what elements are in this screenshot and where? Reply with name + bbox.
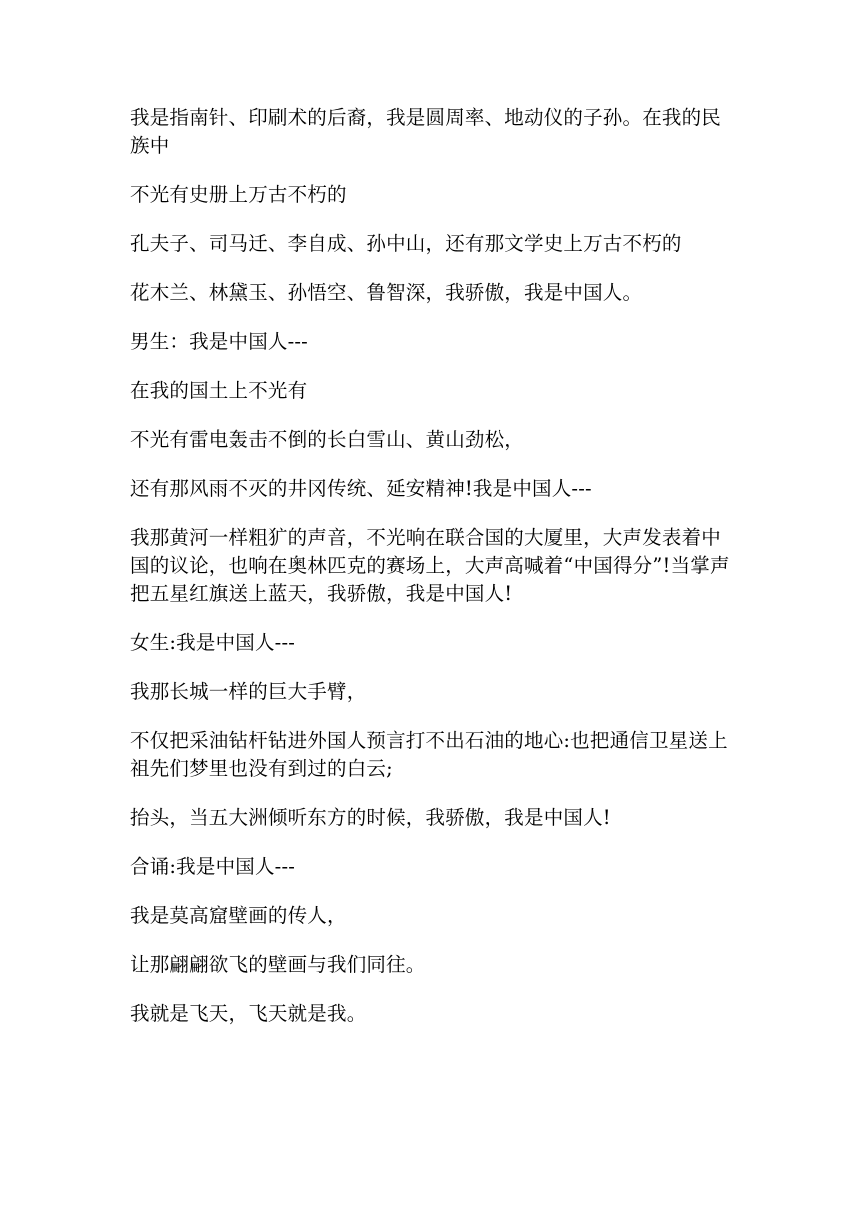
paragraph-3: 孔夫子、司马迁、李自成、孙中山，还有那文学史上万古不朽的 (130, 232, 682, 255)
paragraph-7: 不光有雷电轰击不倒的长白雪山、黄山劲松， (130, 428, 525, 451)
paragraph-9: 我那黄河一样粗犷的声音，不光响在联合国的大厦里，大声发表着中国的议论，也响在奥林匹克的赛场上，大声高喊着“中国得分”!当掌声把五星红旗送上蓝天，我骄傲，我是中国人! (130, 526, 730, 605)
paragraph-2: 不光有史册上万古不朽的 (130, 183, 347, 206)
paragraph-14: 合诵:我是中国人--- (130, 855, 296, 878)
paragraph-1: 我是指南针、印刷术的后裔，我是圆周率、地动仪的子孙。在我的民族中 (130, 106, 722, 157)
paragraph-12: 不仅把采油钻杆钻进外国人预言打不出石油的地心:也把通信卫星送上祖先们梦里也没有到过的白云; (130, 729, 728, 780)
paragraph-4: 花木兰、林黛玉、孙悟空、鲁智深，我骄傲，我是中国人。 (130, 281, 643, 304)
paragraph-17: 我就是飞天，飞天就是我。 (130, 1002, 367, 1025)
paragraph-13: 抬头，当五大洲倾听东方的时候，我骄傲，我是中国人! (130, 806, 611, 829)
document-body (130, 104, 735, 1049)
paragraph-15: 我是莫高窟壁画的传人， (130, 904, 347, 927)
paragraph-16: 让那翩翩欲飞的壁画与我们同往。 (130, 953, 426, 976)
paragraph-6: 在我的国土上不光有 (130, 379, 308, 402)
paragraph-10: 女生:我是中国人--- (130, 631, 296, 654)
paragraph-11: 我那长城一样的巨大手臂， (130, 680, 367, 703)
paragraph-5: 男生：我是中国人--- (130, 330, 308, 353)
paragraph-8: 还有那风雨不灭的井冈传统、延安精神!我是中国人--- (130, 477, 592, 500)
